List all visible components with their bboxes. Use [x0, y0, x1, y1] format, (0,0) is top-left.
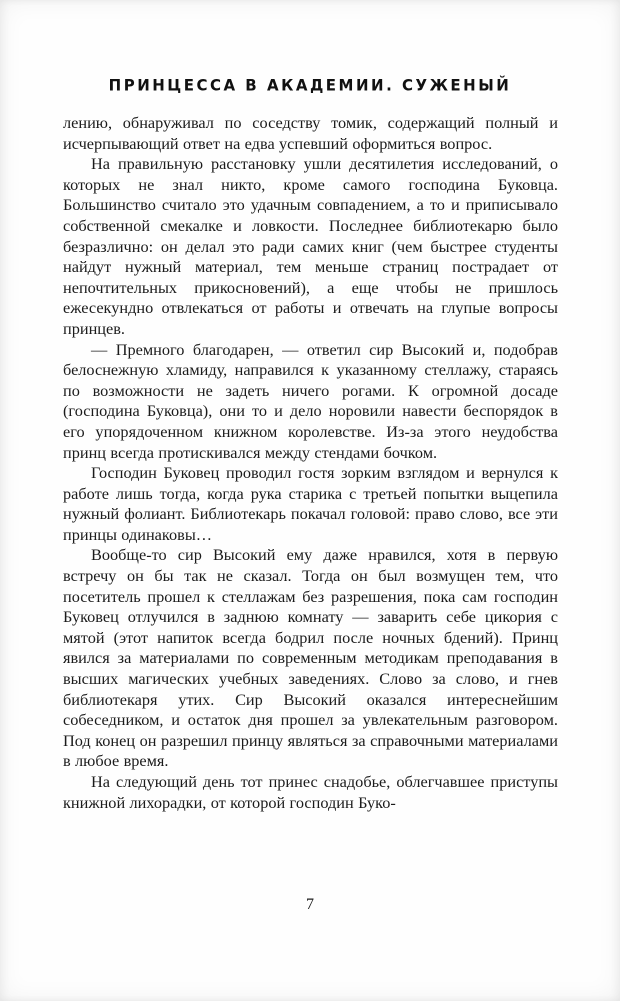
paragraph: На следующий день тот принес снадобье, облегчавшее приступы книжной лихорадки, от которой господин Буко- [63, 772, 558, 812]
paragraph-continuation: лению, обнаруживал по соседству томик, содержащий полный и исчерпывающий ответ на едва успевший оформиться вопрос. [63, 113, 558, 153]
running-title: ПРИНЦЕССА В АКАДЕМИИ. СУЖЕНЫЙ [108, 75, 512, 95]
paragraph: Господин Буковец проводил гостя зорким взглядом и вернулся к работе лишь тогда, когда рука старика с третьей попытки выцепила нужный фолиант. Библиотекарь покачал головой: право слово, все эти принцы одинаковы… [63, 463, 558, 544]
paragraph: — Премного благодарен, — ответил сир Высокий и, подобрав белоснежную хламиду, направился к указанному стеллажу, стараясь по возможности не задеть ничего рогами. К огромной досаде (господина Буковца), они то и дело норовили навести беспорядок в его упорядоченном книжном королевстве. Из-за этого неудобства принц всегда протискивался между стендами бочком. [63, 339, 558, 462]
paragraph: Вообще-то сир Высокий ему даже нравился, хотя в первую встречу он бы так не сказал. Тогда он был возмущен тем, что посетитель прошел к стеллажам без разрешения, пока сам господин Буковец отлучился в заднюю комнату — заварить себе цикория с мятой (этот напиток всегда бодрил после ночных бдений). Принц явился за материалами по современным методикам преподавания в высших магических учебных заведениях. Слово за слово, и гнев библиотекаря утих. Сир Высокий оказался интереснейшим собеседником, и остаток дня прошел за увлекательным разговором. Под конец он разрешил принцу являться за справочными материалами в любое время. [63, 545, 558, 771]
page-number: 7 [306, 896, 314, 913]
text-block [63, 113, 558, 813]
paragraph: На правильную расстановку ушли десятилетия исследований, о которых не знал никто, кроме самого господина Буковца. Большинство считало это удачным совпадением, а то и приписывало собственной смекалке и ловкости. Последнее библиотекарю было безразлично: он делал это ради самих книг (чем быстрее студенты найдут нужный материал, тем меньше страниц пострадает от непочтительных прикосновений), а еще чтобы не пришлось ежесекундно отвлекаться от работы и отвечать на глупые вопросы принцев. [63, 154, 558, 338]
